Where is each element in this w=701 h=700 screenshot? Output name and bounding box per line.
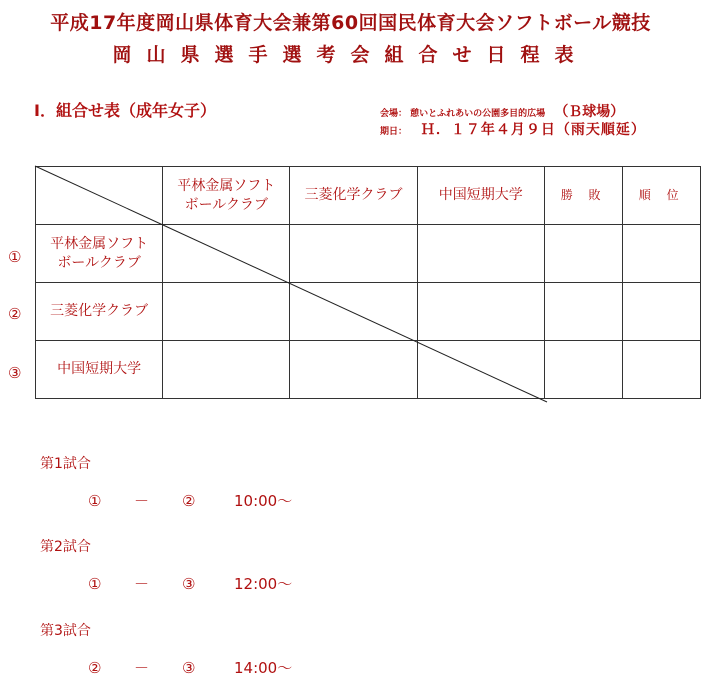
header-team-3-label: 中国短期大学 <box>438 187 523 203</box>
cell-2-2 <box>290 283 417 341</box>
header-team-2 <box>290 167 417 225</box>
cell-1-results <box>544 225 623 283</box>
date-info <box>380 119 646 139</box>
row-team-2-label: 三菱化学クラブ <box>50 303 149 319</box>
cell-3-3 <box>417 341 544 399</box>
header-team-3 <box>417 167 544 225</box>
row-team-3 <box>36 341 163 399</box>
match-2-team-b: ③ <box>182 575 196 593</box>
corner-cell <box>36 167 163 225</box>
venue-info <box>380 101 624 121</box>
header-results: 勝 敗 <box>544 167 623 225</box>
match-1-time: 10:00～ <box>234 492 293 510</box>
cell-3-results <box>544 341 623 399</box>
header-team-1-line1: 平林金属ソフト <box>177 177 276 194</box>
cell-1-rank <box>623 225 701 283</box>
header-team-2-label: 三菱化学クラブ <box>304 187 403 203</box>
cell-2-3 <box>417 283 544 341</box>
match-2-team-a: ① <box>88 575 102 593</box>
cell-3-2 <box>290 341 417 399</box>
cell-1-2 <box>290 225 417 283</box>
section-heading: Ⅰ．組合せ表（成年女子） <box>34 101 216 120</box>
match-1-team-b: ② <box>182 492 196 510</box>
row-number-2: ② <box>8 305 22 323</box>
venue-label: 会場： <box>380 109 408 119</box>
header-rank: 順 位 <box>623 167 701 225</box>
match-3-time: 14:00～ <box>234 659 293 677</box>
row-team-3-label: 中国短期大学 <box>57 361 142 377</box>
cell-3-1 <box>163 341 290 399</box>
cell-2-1 <box>163 283 290 341</box>
match-2-dash: － <box>134 575 150 593</box>
match-1-team-a: ① <box>88 492 102 510</box>
match-3-title: 第3試合 <box>40 623 91 639</box>
date-value: Ｈ．１７年４月９日（雨天順延） <box>420 122 646 138</box>
match-3-line <box>88 657 292 678</box>
match-3-team-a: ② <box>88 659 102 677</box>
match-3-dash: － <box>134 659 150 677</box>
venue-field: （Ｂ球場） <box>554 104 625 120</box>
venue-name: 憩いとふれあいの公園多目的広場 <box>410 109 546 119</box>
cell-1-1 <box>163 225 290 283</box>
match-2-time: 12:00～ <box>234 575 293 593</box>
cell-1-3 <box>417 225 544 283</box>
header-team-1 <box>163 167 290 225</box>
cell-2-results <box>544 283 623 341</box>
row-team-1-line2: ボールクラブ <box>57 254 141 271</box>
cell-3-rank <box>623 341 701 399</box>
row-team-1-line1: 平林金属ソフト <box>50 235 149 252</box>
row-team-2 <box>36 283 163 341</box>
match-2-title: 第2試合 <box>40 539 91 555</box>
match-1-line <box>88 490 292 511</box>
document-title: 平成17年度岡山県体育大会兼第60回国民体育大会ソフトボール競技 <box>50 12 651 34</box>
match-1-dash: － <box>134 492 150 510</box>
row-team-1 <box>36 225 163 283</box>
row-number-1: ① <box>8 248 22 266</box>
row-number-3: ③ <box>8 364 22 382</box>
date-label: 期日： <box>380 127 408 137</box>
document-subtitle: 岡山県選手選考会組合せ日程表 <box>112 44 589 66</box>
cell-2-rank <box>623 283 701 341</box>
matchup-table <box>35 166 701 399</box>
header-team-1-line2: ボールクラブ <box>184 196 269 213</box>
match-2-line <box>88 573 292 594</box>
match-3-team-b: ③ <box>182 659 196 677</box>
match-1-title: 第1試合 <box>40 456 91 472</box>
